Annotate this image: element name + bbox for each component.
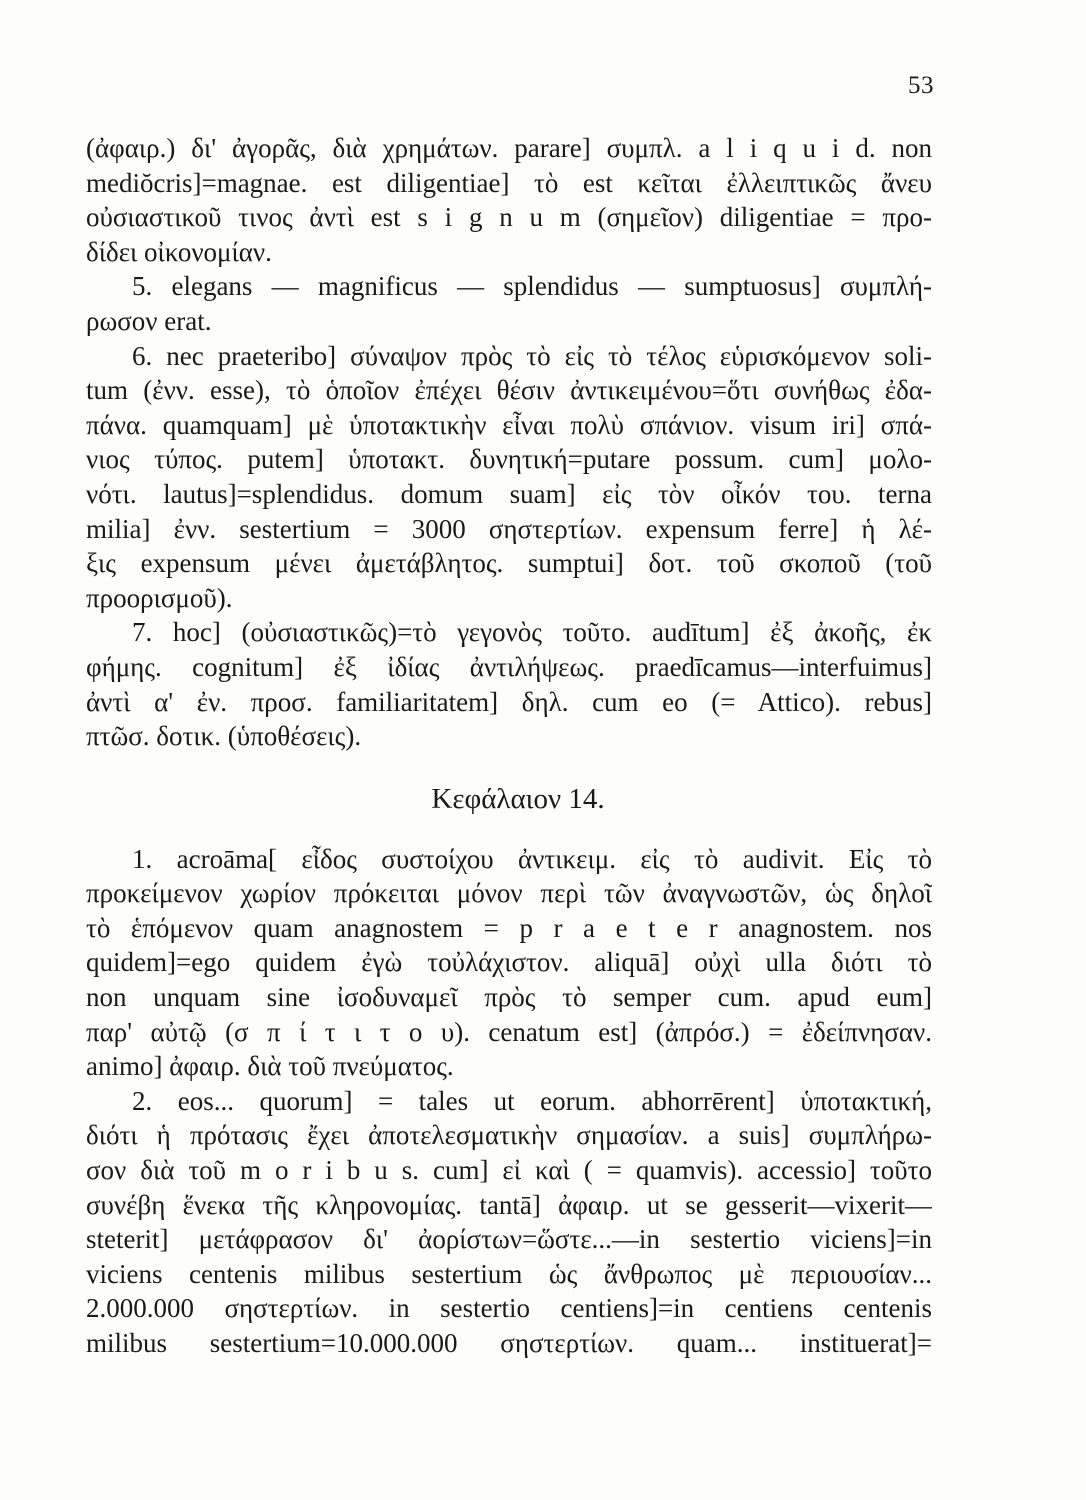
text-line: milia] ἐνν. sestertium = 3000 σηστερτίων. expensum ferre] ἡ λέ- [86, 513, 932, 544]
text-line: νιος τύπος. putem] ὑποτακτ. δυνητική=putare possum. cum] μολο- [86, 444, 932, 475]
text-line: δίδει οἰκονομίαν. [86, 236, 272, 267]
text-line: πάνα. quamquam] μὲ ὑποτακτικὴν εἶναι πολὺ σπάνιον. visum iri] σπά- [86, 409, 932, 440]
text-line: milibus sestertium=10.000.000 σηστερτίων. quam... instituerat]= [86, 1328, 932, 1358]
text-line: προορισμοῦ). [86, 582, 233, 613]
text-line: τὸ ἑπόμενον quam anagnostem = p r a e t e r anagnostem. nos [86, 912, 932, 943]
text-line: non unquam sine ἰσοδυναμεῖ πρὸς τὸ semper cum. apud eum] [86, 982, 932, 1013]
text-line: 1. acroāma[ εἶδος συστοίχου ἀντικειμ. εἰς τὸ audivit. Εἰς τὸ [132, 843, 932, 874]
text-line: 2.000.000 σηστερτίων. in sestertio centiens]=in centiens centenis [86, 1293, 932, 1324]
text-line: 6. nec praeteribo] σύναψον πρὸς τὸ εἰς τὸ τέλος εὑρισκόμενον soli- [132, 340, 932, 371]
text-line: viciens centenis milibus sestertium ὡς ἄνθρωπος μὲ περιουσίαν... [86, 1258, 932, 1289]
text-line: 7. hoc] (οὐσιαστικῶς)=τὸ γεγονὸς τοῦτο. audītum] ἐξ ἀκοῆς, ἐκ [132, 617, 932, 648]
text-line: (ἀφαιρ.) δι' ἀγορᾶς, διὰ χρημάτων. parare] συμπλ. a l i q u i d. non [86, 133, 932, 163]
text-line: νότι. lautus]=splendidus. domum suam] εἰς τὸν οἶκόν του. terna [86, 478, 932, 509]
text-line: πτῶσ. δοτικ. (ὑποθέσεις). [86, 721, 362, 752]
commentary-text [86, 131, 932, 1361]
text-line: παρ' αὐτῷ (σ π ί τ ι τ ο υ). cenatum est] (ἀπρόσ.) = ἐδείπνησαν. [86, 1016, 932, 1047]
text-line: ρωσον erat. [86, 305, 212, 336]
text-line: ξις expensum μένει ἀμετάβλητος. sumptui] δοτ. τοῦ σκοποῦ (τοῦ [86, 548, 932, 579]
text-line: 2. eos... quorum] = tales ut eorum. abhorrērent] ὑποτακτική, [132, 1085, 932, 1116]
text-line: animo] ἀφαιρ. διὰ τοῦ πνεύματος. [86, 1051, 454, 1082]
page-number: 53 [908, 72, 934, 99]
text-line: συνέβη ἕνεκα τῆς κληρονομίας. tantā] ἀφαιρ. ut se gesserit—vixerit— [86, 1189, 932, 1220]
text-line: steterit] μετάφρασον δι' ἀορίστων=ὥστε...—in sestertio viciens]=in [86, 1224, 932, 1255]
text-line: ἀντὶ α' ἐν. προσ. familiaritatem] δηλ. cum eo (= Attico). rebus] [86, 686, 932, 717]
text-line: mediŏcris]=magnae. est diligentiae] τὸ est κεῖται ἐλλειπτικῶς ἄνευ [86, 167, 932, 198]
text-line: οὐσιαστικοῦ τινος ἀντὶ est s i g n u m (σημεῖον) diligentiae = προ- [86, 202, 932, 233]
text-line: φήμης. cognitum] ἐξ ἰδίας ἀντιλήψεως. praedīcamus—interfuimus] [86, 651, 932, 682]
text-line: quidem]=ego quidem ἐγὼ τοὐλάχιστον. aliquā] οὐχὶ ulla διότι τὸ [86, 947, 932, 978]
text-line: προκείμενον χωρίον πρόκειται μόνον περὶ τῶν ἀναγνωστῶν, ὡς δηλοῖ [86, 878, 932, 909]
text-line: 5. elegans — magnificus — splendidus — sumptuosus] συμπλή- [132, 271, 932, 302]
chapter-heading: Κεφάλαιον 14. [431, 782, 605, 815]
text-line: διότι ἡ πρότασις ἔχει ἀποτελεσματικὴν σημασίαν. a suis] συμπλήρω- [86, 1120, 932, 1151]
text-line: σον διὰ τοῦ m o r i b u s. cum] εἰ καὶ ( = quamvis). accessio] τοῦτο [86, 1155, 932, 1186]
text-line: tum (ἐνν. esse), τὸ ὁποῖον ἐπέχει θέσιν ἀντικειμένου=ὅτι συνήθως ἐδα- [86, 375, 932, 406]
